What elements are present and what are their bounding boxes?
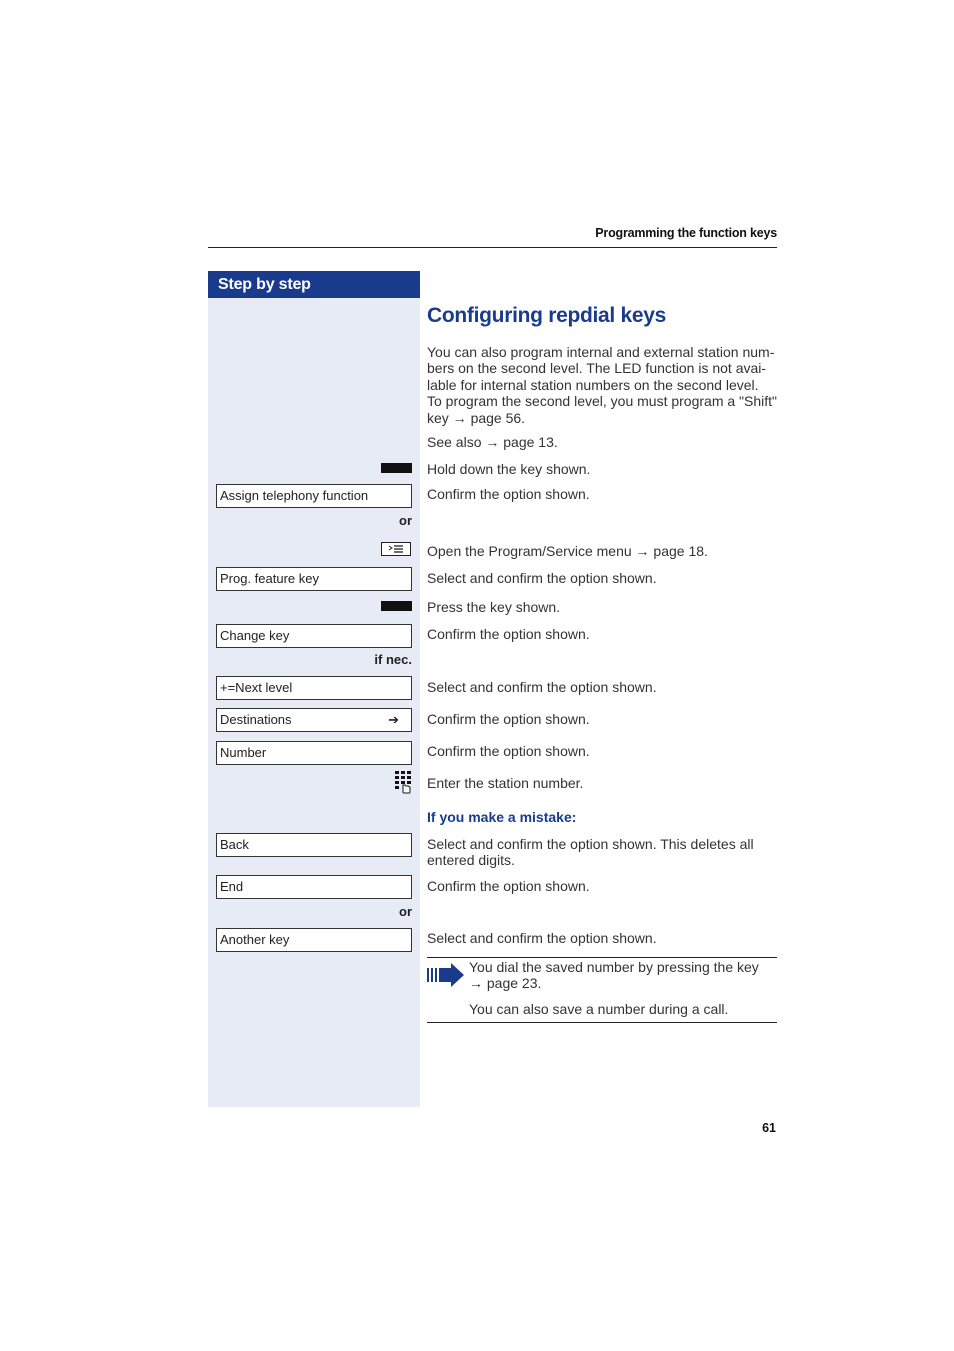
if-nec-connector: if nec. (374, 652, 412, 667)
page-title: Configuring repdial keys (427, 304, 667, 327)
step-text: Confirm the option shown. (427, 743, 590, 759)
note-text (469, 959, 759, 992)
step-text: Select and confirm the option shown. (427, 679, 657, 695)
intro-line: lable for internal station numbers on the second level. (427, 376, 759, 393)
step-text: Confirm the option shown. (427, 878, 590, 894)
step-text (427, 836, 754, 869)
option-prog-feature-key[interactable] (216, 567, 412, 591)
intro-paragraph (427, 344, 777, 426)
intro-line: key → page 56. (427, 409, 526, 426)
intro-line: You can also program internal and external station num- (427, 344, 775, 360)
step-text: Confirm the option shown. (427, 626, 590, 642)
function-key-icon (381, 463, 412, 473)
or-connector: or (399, 904, 412, 919)
step-text-line: entered digits. (427, 852, 515, 869)
page-number: 61 (762, 1121, 776, 1135)
see-also: See also → page 13. (427, 434, 558, 450)
step-text: Press the key shown. (427, 599, 561, 615)
intro-line: bers on the second level. The LED function is not avai- (427, 360, 767, 377)
step-text: Confirm the option shown. (427, 486, 590, 502)
keypad-icon (394, 770, 414, 794)
step-text: Confirm the option shown. (427, 711, 590, 727)
running-head: Programming the function keys (595, 226, 777, 240)
step-text: Open the Program/Service menu → page 18. (427, 543, 708, 559)
step-text: Select and confirm the option shown. (427, 570, 657, 586)
or-connector: or (399, 513, 412, 528)
option-end[interactable] (216, 875, 412, 899)
option-label: Destinations (220, 712, 292, 727)
arrow-right-icon: ➔ (388, 712, 399, 727)
note-line: You can also save a number during a call. (469, 1001, 729, 1017)
option-assign-telephony-function[interactable] (216, 484, 412, 508)
option-label: Assign telephony function (220, 488, 369, 503)
note-arrow-icon (427, 962, 465, 988)
option-label: Back (220, 837, 249, 852)
mistake-heading: If you make a mistake: (427, 809, 577, 825)
sidebar-header: Step by step (208, 271, 420, 298)
option-number[interactable] (216, 741, 412, 765)
option-next-level[interactable] (216, 676, 412, 700)
option-label: Another key (220, 932, 290, 947)
option-another-key[interactable] (216, 928, 412, 952)
note-line: → page 23. (469, 975, 542, 992)
step-text: Enter the station number. (427, 775, 584, 791)
note-bottom-rule (427, 1022, 777, 1023)
option-back[interactable] (216, 833, 412, 857)
program-service-menu-icon (381, 542, 411, 556)
step-text: Select and confirm the option shown. (427, 930, 657, 946)
option-label: Prog. feature key (220, 571, 319, 586)
note-top-rule (427, 957, 777, 958)
option-destinations[interactable] (216, 708, 412, 732)
option-change-key[interactable] (216, 624, 412, 648)
step-text: Hold down the key shown. (427, 461, 591, 477)
step-text-line: Select and confirm the option shown. This deletes all (427, 836, 754, 852)
note-line: You dial the saved number by pressing the key (469, 959, 759, 975)
option-label: Number (220, 745, 267, 760)
header-rule (208, 247, 777, 248)
option-label: Change key (220, 628, 290, 643)
function-key-icon (381, 601, 412, 611)
intro-line: To program the second level, you must program a "Shift" (427, 393, 777, 410)
option-label: +=Next level (220, 680, 293, 695)
option-label: End (220, 879, 244, 894)
